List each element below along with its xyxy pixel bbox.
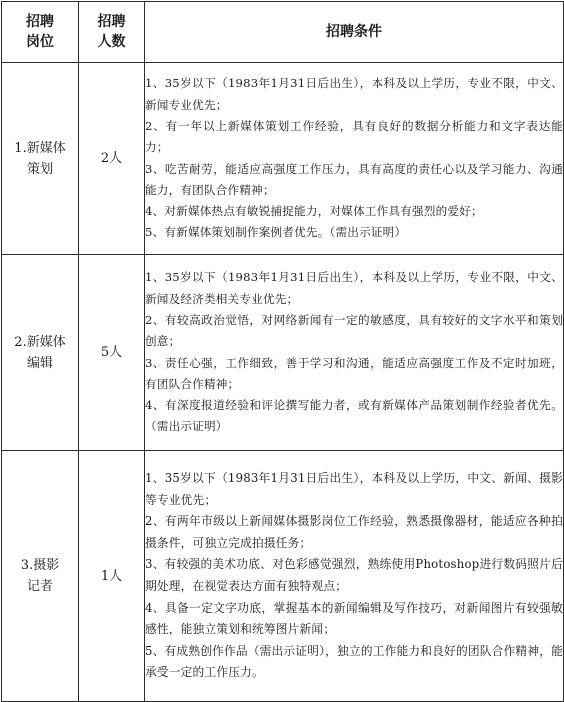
position-line: 3.摄影	[20, 558, 60, 573]
table-row	[2, 255, 564, 451]
requirement-item: 2、有两年市级以上新闻媒体摄影岗位工作经验，熟悉摄像器材，能适应各种拍摄条件，可独立完成拍摄任务；	[145, 514, 563, 550]
header-position-line1: 招聘	[26, 14, 54, 30]
requirements-cell	[145, 63, 564, 255]
requirement-item: 1、35岁以下（1983年1月31日后出生），本科及以上学历，专业不限，中文、新闻及经济类相关专业优先；	[145, 270, 563, 306]
position-cell	[2, 255, 79, 451]
count-cell: 5人	[79, 255, 145, 451]
header-requirements-label: 招聘条件	[326, 24, 382, 40]
requirements-cell	[145, 255, 564, 451]
header-count-line1: 招聘	[97, 14, 126, 30]
requirement-item: 4、具备一定文字功底，掌握基本的新闻编辑及写作技巧，对新闻图片有较强敏感性，能独立策划和统筹图片新闻；	[145, 600, 563, 637]
position-line: 2.新媒体	[14, 334, 66, 350]
recruitment-table	[1, 1, 564, 702]
header-position-line2: 岗位	[26, 34, 54, 50]
header-row	[2, 2, 564, 63]
requirement-item: 1、35岁以下（1983年1月31日后出生），本科及以上学历，中文、新闻、摄影等专业优先；	[145, 471, 563, 507]
position-cell	[2, 451, 79, 702]
header-requirements	[145, 2, 564, 63]
header-count-line2: 人数	[97, 34, 126, 50]
requirement-item: 3、责任心强，工作细致，善于学习和沟通，能适应高强度工作及不定时加班，有团队合作精神；	[145, 355, 563, 391]
requirement-item: 2、有较高政治觉悟，对网络新闻有一定的敏感度，具有较好的文字水平和策划创意；	[145, 312, 563, 349]
table-row	[2, 451, 564, 702]
count-cell: 1人	[79, 451, 145, 702]
requirement-item: 1、35岁以下（1983年1月31日后出生），本科及以上学历，专业不限，中文、新闻专业优先；	[145, 76, 563, 112]
requirement-item: 2、有一年以上新媒体策划工作经验，具有良好的数据分析能力和文字表达能力；	[145, 118, 563, 155]
requirement-item: 3、吃苦耐劳，能适应高强度工作压力，具有高度的责任心以及学习能力、沟通能力，有团队合作精神；	[145, 161, 563, 197]
requirements-cell	[145, 451, 564, 702]
header-count	[79, 2, 145, 63]
position-line: 编辑	[26, 355, 53, 371]
requirement-item: 3、有较强的美术功底、对色彩感觉强烈，熟练使用Photoshop进行数码照片后期处理，在视觉表达方面有独特观点；	[145, 557, 563, 593]
requirement-item: 4、有深度报道经验和评论撰写能力者，或有新媒体产品策划制作经验者优先。（需出示证明）	[145, 398, 563, 434]
requirement-item: 5、有成熟创作作品（需出示证明），独立的工作能力和良好的团队合作精神，能承受一定的工作压力。	[145, 643, 563, 680]
requirement-item: 5、有新媒体策划制作案例者优先。（需出示证明）	[145, 225, 407, 240]
position-line: 记者	[26, 579, 53, 594]
table-row	[2, 63, 564, 255]
position-line: 策划	[26, 161, 53, 177]
position-cell	[2, 63, 79, 255]
requirement-item: 4、对新媒体热点有敏锐捕捉能力，对媒体工作具有强烈的爱好；	[145, 204, 483, 219]
count-cell: 2人	[79, 63, 145, 255]
position-line: 1.新媒体	[14, 140, 66, 156]
header-position	[2, 2, 79, 63]
